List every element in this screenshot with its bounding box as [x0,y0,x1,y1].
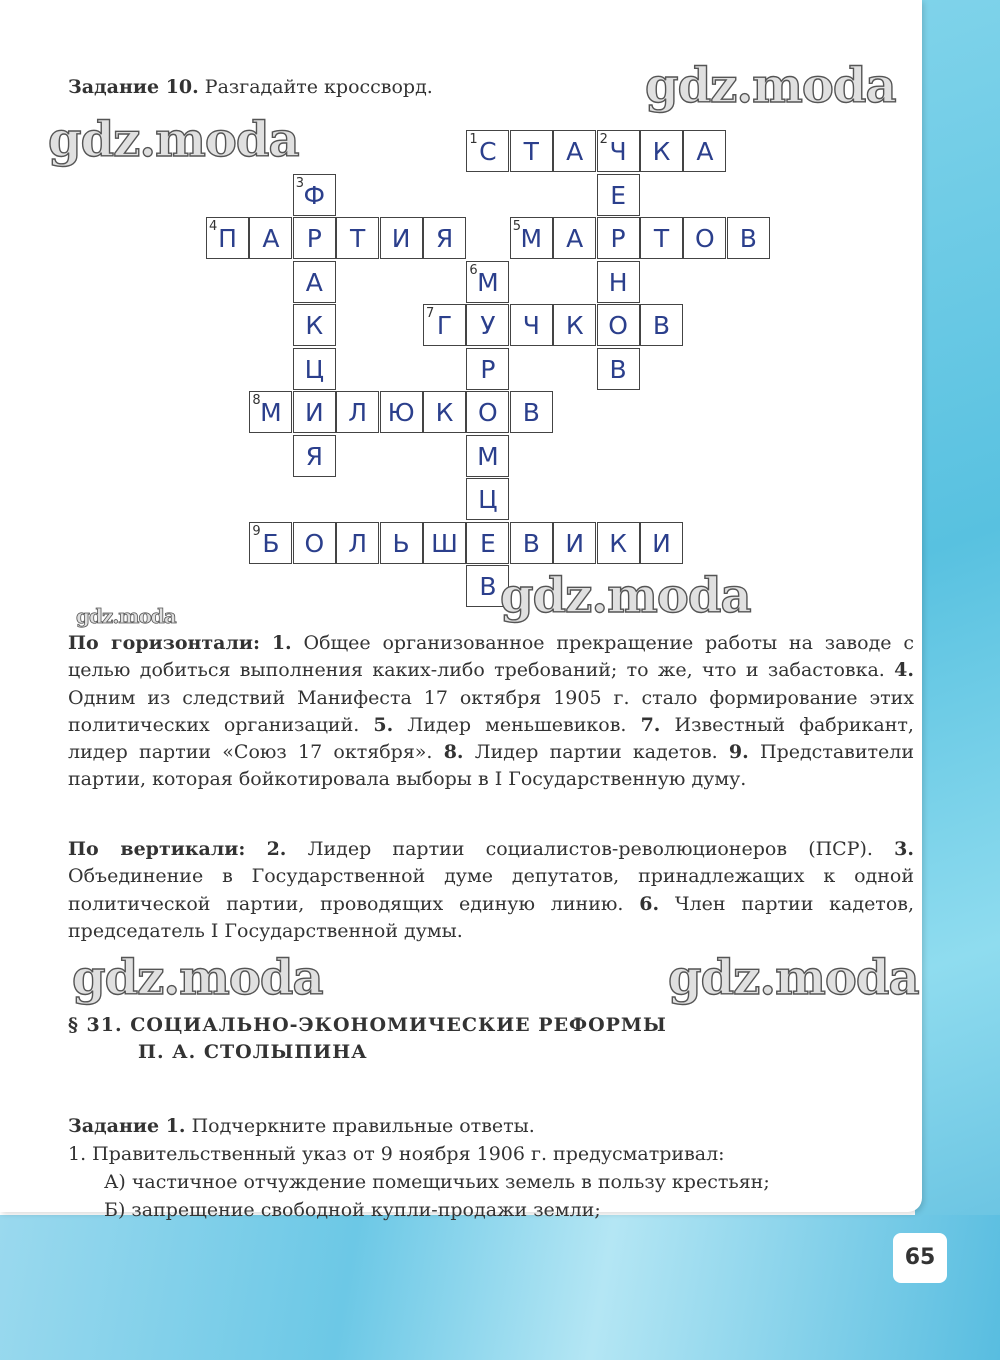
handwritten-letter: А [696,137,714,166]
crossword-cell[interactable] [293,348,336,390]
crossword-cell[interactable] [466,435,509,477]
clues-down [68,836,914,945]
task-1-instruction: Подчеркните правильные ответы. [191,1115,535,1137]
crossword-cell[interactable] [466,391,509,433]
crossword-cell[interactable] [553,217,596,259]
crossword-cell[interactable] [727,217,770,259]
handwritten-letter: Т [350,224,366,253]
crossword-cell[interactable] [293,174,336,216]
handwritten-letter: В [652,311,671,340]
handwritten-letter: И [304,398,324,427]
handwritten-letter: Я [305,441,323,471]
handwritten-letter: Ц [478,485,498,514]
handwritten-letter: И [652,528,671,558]
handwritten-letter: Ч [609,137,627,166]
handwritten-letter: Р [610,224,626,253]
handwritten-letter: Я [435,224,454,253]
clue-number: 9. [728,741,749,764]
clue-number-label: 5 [512,219,522,234]
crossword-cell[interactable] [466,478,509,520]
clue-text: Член партии кадетов, председатель I Государственной думы. [68,892,914,942]
handwritten-letter: А [305,267,323,297]
crossword-cell[interactable] [423,217,466,259]
page-background-bottom [0,1215,1000,1360]
clue-number-label: 7 [426,306,435,321]
task-1 [68,1112,770,1224]
handwritten-letter: О [478,398,498,427]
crossword-cell[interactable] [597,522,640,564]
clue-number-label: 9 [252,523,261,539]
clue-number: 3. [894,838,915,860]
clue-number: 2. [266,838,287,860]
page-background-right [915,0,1000,1360]
clue-text: Лидер партии социалистов-революционеров (ПСР). [307,838,873,860]
handwritten-letter: В [522,398,540,427]
clues-across-label: По горизонтали: [68,632,260,654]
crossword-cell[interactable] [293,261,336,303]
section-title-line-2: П. А. СТОЛЫПИНА [138,1041,368,1063]
section-number: § 31. [68,1014,123,1036]
handwritten-letter: Ю [387,398,415,427]
answer-option-a[interactable]: А) частичное отчуждение помещичьих земель в пользу крестьян; [104,1171,770,1193]
handwritten-letter: К [652,137,671,166]
crossword-cell[interactable] [640,130,683,172]
handwritten-letter: У [480,311,496,340]
handwritten-letter: Н [608,267,628,297]
handwritten-letter: М [520,224,543,253]
crossword-cell[interactable] [336,522,379,564]
watermark: gdz.moda [500,568,751,624]
clues-across [68,630,914,794]
task-10-label: Задание 10. [68,76,199,98]
crossword-cell[interactable] [380,522,423,564]
crossword-cell[interactable] [510,130,553,172]
watermark: gdz.moda [645,58,896,114]
clue-number: 1. [271,632,292,654]
clue-number: 7. [640,713,661,736]
handwritten-letter: О [695,224,715,253]
clue-number-label: 4 [209,219,218,234]
handwritten-letter: О [608,311,628,340]
answer-option-b[interactable]: Б) запрещение свободной купли-продажи земли; [104,1199,601,1221]
handwritten-letter: Ц [304,354,324,384]
clue-text: Объединение в Государственной думе депутатов, принадлежащих к одной политической партии, проводящих единую линию. [68,865,914,915]
handwritten-letter: К [565,311,584,340]
crossword-cell[interactable] [683,130,726,172]
clue-text: Лидер меньшевиков. [407,713,627,736]
handwritten-letter: М [477,267,499,297]
watermark: gdz.moda [48,112,299,168]
handwritten-letter: И [565,528,585,558]
clue-text: Представители партии, которая бойкотировала выборы в I Государственную думу. [68,741,915,791]
handwritten-letter: В [609,354,627,384]
handwritten-letter: А [566,137,584,166]
crossword-cell[interactable] [423,522,466,564]
clue-number-label: 2 [599,132,608,147]
clue-number-label: 6 [469,262,478,278]
crossword-cell[interactable] [640,304,683,346]
handwritten-letter: Л [348,398,368,427]
crossword-cell[interactable] [510,304,553,346]
crossword-cell[interactable] [380,391,423,433]
clue-number-label: 8 [252,393,261,408]
section-title-line-1: СОЦИАЛЬНО-ЭКОНОМИЧЕСКИЕ РЕФОРМЫ [130,1014,667,1036]
crossword-cell[interactable] [553,304,596,346]
handwritten-letter: П [218,224,237,253]
crossword-cell[interactable] [597,130,640,172]
crossword-cell[interactable] [597,174,640,216]
handwritten-letter: Е [610,180,626,210]
handwritten-letter: А [262,224,280,253]
crossword-cell[interactable] [466,261,509,303]
clue-text: Одним из следствий Манифеста 17 октября 1905 г. стало формирование этих политических организаций. [68,686,914,736]
question-1: 1. Правительственный указ от 9 ноября 1906 г. предусматривал: [68,1143,725,1165]
crossword-cell[interactable] [206,217,249,259]
clues-down-label: По вертикали: [68,838,246,860]
handwritten-letter: Г [436,311,453,340]
handwritten-letter: М [477,441,499,471]
crossword-cell[interactable] [293,435,336,477]
crossword-cell[interactable] [553,522,596,564]
handwritten-letter: В [479,572,497,601]
crossword-cell[interactable] [466,348,509,390]
handwritten-letter: И [391,224,411,253]
crossword-cell[interactable] [423,391,466,433]
handwritten-letter: А [566,224,584,253]
handwritten-letter: Б [262,528,280,558]
page-number: 65 [893,1233,947,1283]
handwritten-letter: С [479,137,497,166]
handwritten-letter: М [260,398,282,427]
handwritten-letter: Ф [303,180,326,210]
clue-text: Известный фабрикант, лидер партии «Союз 17 октября». [68,713,914,764]
crossword-cell[interactable] [336,217,379,259]
handwritten-letter: В [739,224,757,253]
watermark: gdz.moda [76,604,176,628]
handwritten-letter: К [609,528,627,558]
crossword-cell[interactable] [510,522,553,564]
crossword-cell[interactable] [249,522,292,564]
handwritten-letter: В [522,528,540,558]
clue-number: 5. [373,713,394,736]
crossword-cell[interactable] [249,391,292,433]
task-10-instruction: Разгадайте кроссворд. [204,76,433,98]
handwritten-letter: О [304,528,325,558]
crossword-cell[interactable] [466,304,509,346]
section-heading [68,1012,667,1066]
watermark: gdz.moda [668,950,919,1006]
crossword-cell[interactable] [510,391,553,433]
handwritten-letter: Ч [522,311,540,340]
crossword-cell[interactable] [293,391,336,433]
clue-text: Лидер партии кадетов. [474,741,718,764]
clue-number: 6. [639,892,660,915]
crossword-cell[interactable] [597,217,640,259]
watermark: gdz.moda [72,950,323,1006]
handwritten-letter: Т [523,137,539,166]
crossword-cell[interactable] [466,130,509,172]
clue-number-label: 3 [295,175,305,191]
crossword-cell[interactable] [683,217,726,259]
clue-number: 8. [443,741,464,764]
crossword-cell[interactable] [423,304,466,346]
crossword-cell[interactable] [597,348,640,390]
clue-number: 4. [894,659,914,682]
handwritten-letter: Е [479,528,496,558]
handwritten-letter: К [435,398,454,427]
crossword-cell[interactable] [293,522,336,564]
crossword-cell[interactable] [249,217,292,259]
crossword-cell[interactable] [553,130,596,172]
handwritten-letter: К [305,311,324,340]
crossword-cell[interactable] [466,522,509,564]
clue-number-label: 1 [469,132,478,147]
handwritten-letter: Ь [392,528,410,558]
crossword-cell[interactable] [336,391,379,433]
handwritten-letter: Р [306,224,322,253]
task-1-label: Задание 1. [68,1115,186,1137]
handwritten-letter: Т [653,224,670,253]
crossword-cell[interactable] [510,217,553,259]
clue-text: Общее организованное прекращение работы на заводе с целью добиться выполнения каких-либо требований; то же, что и забастовка. [68,632,914,682]
crossword-cell[interactable] [293,217,336,259]
crossword-cell[interactable] [380,217,423,259]
handwritten-letter: Л [348,528,368,558]
crossword-cell[interactable] [597,304,640,346]
crossword-cell[interactable] [597,261,640,303]
crossword-cell[interactable] [293,304,336,346]
handwritten-letter: Р [480,354,496,384]
crossword-cell[interactable] [640,217,683,259]
crossword-cell[interactable] [640,522,683,564]
handwritten-letter: Ш [431,528,458,558]
